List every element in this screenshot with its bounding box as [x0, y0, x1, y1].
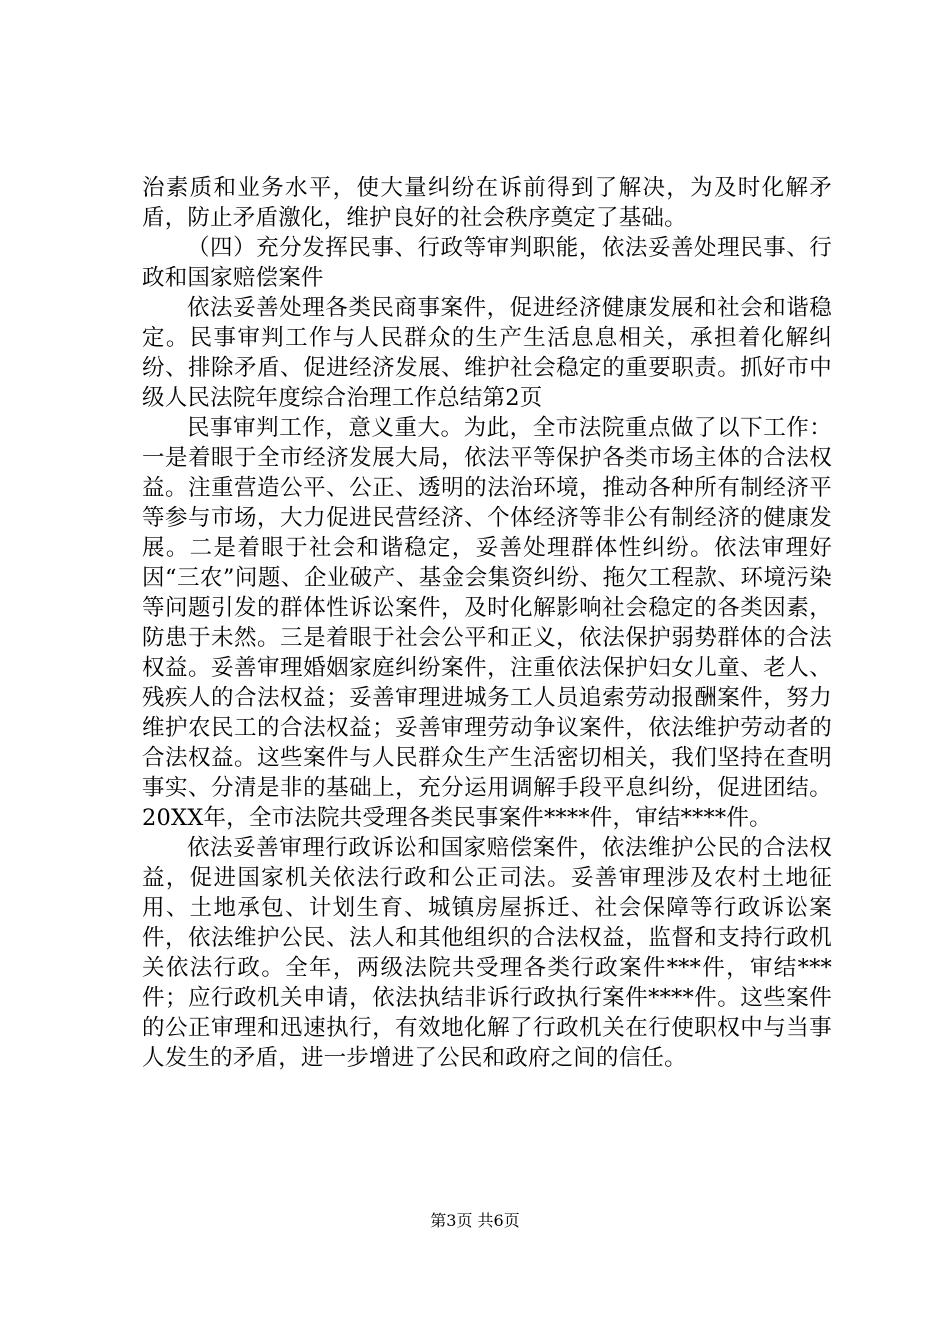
document-body	[142, 173, 832, 1073]
paragraph-1: 治素质和业务水平，使大量纠纷在诉前得到了解决，为及时化解矛盾，防止矛盾激化，维护良好的社会秩序奠定了基础。	[142, 175, 832, 231]
paragraph-civil-trial-work: 民事审判工作，意义重大。为此，全市法院重点做了以下工作：一是着眼于全市经济发展大局，依法平等保护各类市场主体的合法权益。注重营造公平、公正、透明的法治环境，推动各种所有制经济平等参与市场，大力促进民营经济、个体经济等非公有制经济的健康发展。二是着眼于社会和谐稳定，妥善处理群体性纠纷。依法审理好因“三农”问题、企业破产、基金会集资纠纷、拖欠工程款、环境污染等问题引发的群体性诉讼案件，及时化解影响社会稳定的各类因素，防患于未然。三是着眼于社会公平和正义，依法保护弱势群体的合法权益。妥善审理婚姻家庭纠纷案件，注重依法保护妇女儿童、老人、残疾人的合法权益；妥善审理进城务工人员追索劳动报酬案件，努力维护农民工的合法权益；妥善审理劳动争议案件，依法维护劳动者的合法权益。这些案件与人民群众生产生活密切相关，我们坚持在查明事实、分清是非的基础上，充分运用调解手段平息纠纷，促进团结。20XX年，全市法院共受理各类民事案件****件，审结****件。	[142, 415, 832, 831]
paragraph-administrative-cases: 依法妥善审理行政诉讼和国家赔偿案件，依法维护公民的合法权益，促进国家机关依法行政和公正司法。妥善审理涉及农村土地征用、土地承包、计划生育、城镇房屋拆迁、社会保障等行政诉讼案件，依法维护公民、法人和其他组织的合法权益，监督和支持行政机关依法行政。全年，两级法院共受理各类行政案件***件，审结***件；应行政机关申请，依法执结非诉行政执行案件****件。这些案件的公正审理和迅速执行，有效地化解了行政机关在行使职权中与当事人发生的矛盾，进一步增进了公民和政府之间的信任。	[142, 835, 832, 1071]
section-heading-4: （四）充分发挥民事、行政等审判职能，依法妥善处理民事、行政和国家赔偿案件	[142, 235, 832, 291]
paragraph-civil-cases: 依法妥善处理各类民商事案件，促进经济健康发展和社会和谐稳定。民事审判工作与人民群众的生产生活息息相关，承担着化解纠纷、排除矛盾、促进经济发展、维护社会稳定的重要职责。抓好市中级人民法院年度综合治理工作总结第2页	[142, 295, 832, 411]
page-footer: 第3页 共6页	[430, 1211, 520, 1230]
